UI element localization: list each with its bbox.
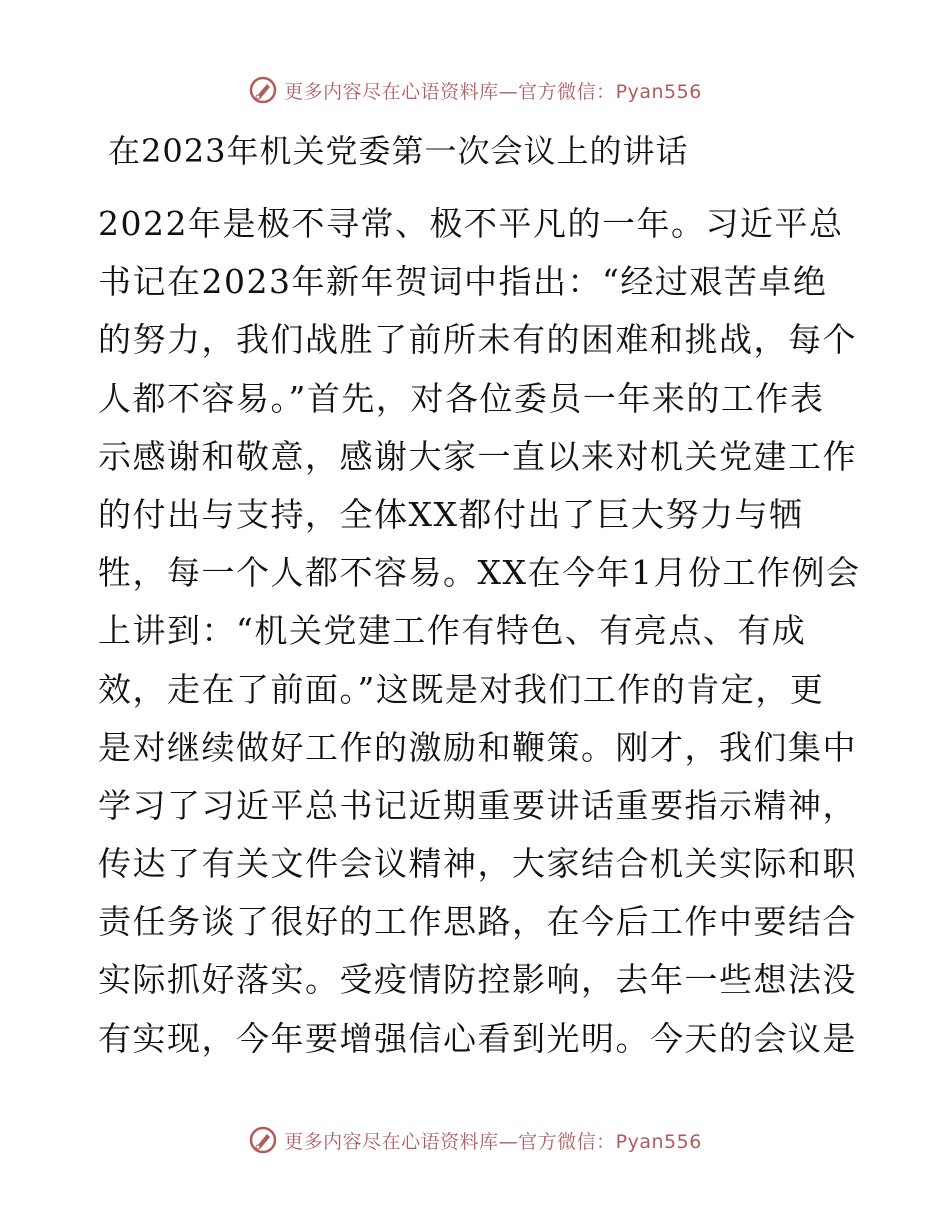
body-line: 有实现，今年要增强信心看到光明。今天的会议是 <box>98 1018 857 1058</box>
body-line: 是对继续做好工作的激励和鞭策。刚才，我们集中 <box>98 727 857 767</box>
pen-logo-icon <box>248 1125 278 1155</box>
document-body <box>98 195 861 1068</box>
body-line: 责任务谈了很好的工作思路，在今后工作中要结合 <box>98 902 857 942</box>
body-line: 书记在2023年新年贺词中指出：“经过艰苦卓绝 <box>98 262 828 302</box>
body-line: 2022年是极不寻常、极不平凡的一年。习近平总 <box>98 204 844 243</box>
header-watermark <box>0 70 950 110</box>
body-line: 的努力，我们战胜了前所未有的困难和挑战，每个 <box>98 320 857 360</box>
body-line: 效，走在了前面。”这既是对我们工作的肯定，更 <box>98 669 825 709</box>
body-line: 人都不容易。”首先，对各位委员一年来的工作表 <box>98 378 825 418</box>
pen-logo-icon <box>248 75 278 105</box>
body-line: 示感谢和敬意，感谢大家一直以来对机关党建工作 <box>98 436 857 476</box>
document-title: 在2023年机关党委第一次会议上的讲话 <box>108 132 689 170</box>
watermark-text: 更多内容尽在心语资料库—官方微信：Pyan556 <box>284 80 702 103</box>
body-line: 学习了习近平总书记近期重要讲话重要指示精神， <box>98 785 857 825</box>
footer-watermark <box>0 1120 950 1160</box>
body-line: 牲，每一个人都不容易。XX在今年1月份工作例会 <box>98 553 861 593</box>
watermark-text: 更多内容尽在心语资料库—官方微信：Pyan556 <box>284 1130 702 1153</box>
body-line: 上讲到：“机关党建工作有特色、有亮点、有成 <box>98 611 807 651</box>
body-line: 实际抓好落实。受疫情防控影响，去年一些想法没 <box>98 960 857 1000</box>
body-line: 传达了有关文件会议精神，大家结合机关实际和职 <box>98 844 857 884</box>
body-line: 的付出与支持，全体XX都付出了巨大努力与牺 <box>98 494 804 534</box>
